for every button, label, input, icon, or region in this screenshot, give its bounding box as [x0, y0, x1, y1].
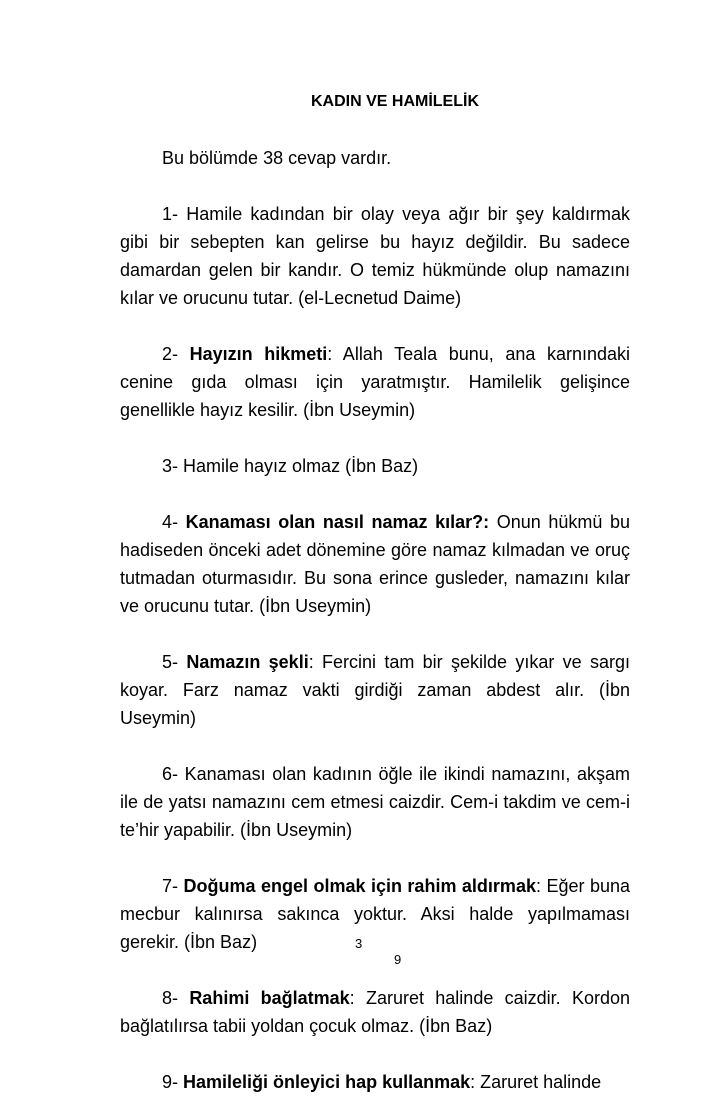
item-term: Kanaması olan nasıl namaz kılar?:	[185, 512, 490, 532]
item-number: 4-	[162, 512, 186, 532]
item-number: 1-	[162, 204, 187, 224]
item-text: Hamile hayız olmaz (İbn Baz)	[183, 456, 419, 476]
item-term: Doğuma engel olmak için rahim aldırmak	[183, 876, 536, 896]
paragraph-2	[120, 340, 630, 424]
item-number: 8-	[162, 988, 190, 1008]
paragraph-5	[120, 648, 630, 732]
item-text: : Fercini tam bir şekilde yıkar ve sargı koyar. Farz namaz vakti girdiği zaman abdest alır. (İbn Useymin)	[120, 652, 630, 728]
paragraph-9	[120, 1068, 630, 1096]
page-number-top: 3	[355, 936, 363, 951]
item-number: 6-	[162, 764, 185, 784]
item-text: Onun hükmü bu hadiseden önceki adet dönemine göre namaz kılmadan ve oruç tutmadan oturmasıdır. Bu sona erince gusleder, namazını kılar ve orucunu tutar. (İbn Useymin)	[120, 512, 630, 616]
paragraph-7	[120, 872, 630, 956]
paragraph-6	[120, 760, 630, 844]
item-term: Rahimi bağlatmak	[189, 988, 350, 1008]
item-number: 5-	[162, 652, 187, 672]
item-number: 7-	[162, 876, 184, 896]
paragraph-1	[120, 200, 630, 312]
item-text: Kanaması olan kadının öğle ile ikindi namazını, akşam ile de yatsı namazını cem etmesi caizdir. Cem-i takdim ve cem-i te’hir yapabilir. (İbn Useymin)	[120, 764, 630, 840]
item-term: Hamileliği önleyici hap kullanmak	[183, 1072, 471, 1092]
item-text: Hamile kadından bir olay veya ağır bir şey kaldırmak gibi bir sebepten kan gelirse bu hayız değildir. Bu sadece damardan gelen bir kandır. O temiz hükmünde olup namazını kılar ve orucunu tutar. (el-Lecnetud Daime)	[120, 204, 630, 308]
paragraph-8	[120, 984, 630, 1040]
paragraph-4	[120, 508, 630, 620]
paragraph-3	[120, 452, 630, 480]
item-term: Namazın şekli	[186, 652, 309, 672]
item-text: : Eğer buna mecbur kalınırsa sakınca yoktur. Aksi halde yapılmaması gerekir. (İbn Baz)	[120, 876, 630, 952]
intro-paragraph: Bu bölümde 38 cevap vardır.	[162, 148, 392, 168]
document-body	[120, 88, 630, 1096]
item-term: Hayızın hikmeti	[189, 344, 328, 364]
item-text: : Zaruret halinde	[470, 1072, 602, 1092]
document-title: KADIN VE HAMİLELİK	[311, 93, 479, 110]
item-number: 2-	[162, 344, 190, 364]
item-number: 9-	[162, 1072, 184, 1092]
item-text: : Zaruret halinde caizdir. Kordon bağlatılırsa tabii yoldan çocuk olmaz. (İbn Baz)	[120, 988, 631, 1036]
item-text: : Allah Teala bunu, ana karnındaki cenine gıda olması için yaratmıştır. Hamilelik gelişince genellikle hayız kesilir. (İbn Useymin)	[120, 344, 630, 420]
page-number-bottom: 9	[394, 952, 402, 967]
item-number: 3-	[162, 456, 184, 476]
